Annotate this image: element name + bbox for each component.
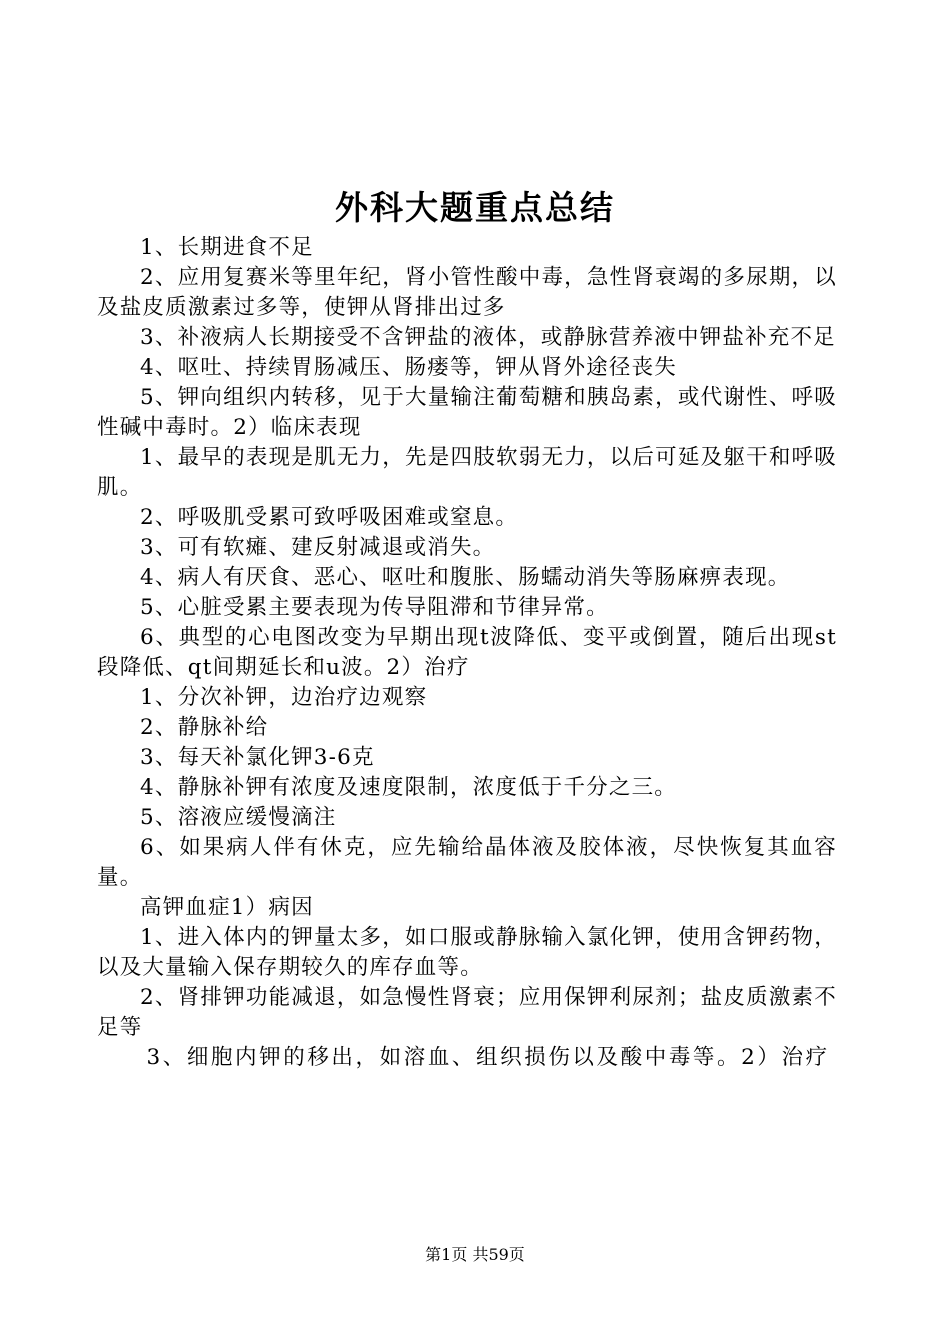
paragraph: 4、病人有厌食、恶心、呕吐和腹胀、肠蠕动消失等肠麻痹表现。 — [140, 565, 791, 590]
paragraph: 3、每天补氯化钾3-6克 — [140, 745, 375, 770]
paragraph: 4、呕吐、持续胃肠减压、肠瘘等，钾从肾外途径丧失 — [140, 355, 677, 380]
document-body — [97, 233, 837, 1073]
paragraph: 1、分次补钾，边治疗边观察 — [140, 685, 428, 710]
paragraph: 5、钾向组织内转移，见于大量输注葡萄糖和胰岛素，或代谢性、呼吸性碱中毒时。2）临床表现 — [97, 385, 837, 440]
paragraph: 1、长期进食不足 — [140, 235, 314, 260]
paragraph: 2、静脉补给 — [140, 715, 269, 740]
paragraph: 2、肾排钾功能减退，如急慢性肾衰；应用保钾利尿剂；盐皮质激素不足等 — [97, 985, 837, 1040]
paragraph: 3、补液病人长期接受不含钾盐的液体，或静脉营养液中钾盐补充不足 — [140, 325, 836, 350]
document-title: 外科大题重点总结 — [335, 188, 615, 227]
paragraph: 3、可有软瘫、建反射减退或消失。 — [140, 535, 496, 560]
paragraph: 高钾血症1）病因 — [140, 895, 314, 920]
paragraph: 2、呼吸肌受累可致呼吸困难或窒息。 — [140, 505, 519, 530]
paragraph: 5、心脏受累主要表现为传导阻滞和节律异常。 — [140, 595, 609, 620]
paragraph: 1、进入体内的钾量太多，如口服或静脉输入氯化钾，使用含钾药物，以及大量输入保存期较久的库存血等。 — [97, 925, 837, 980]
paragraph: 6、如果病人伴有休克，应先输给晶体液及胶体液，尽快恢复其血容量。 — [97, 835, 837, 890]
paragraph: 5、溶液应缓慢滴注 — [140, 805, 337, 830]
page-footer: 第1页 共59页 — [425, 1245, 525, 1264]
paragraph: 3、细胞内钾的移出，如溶血、组织损伤以及酸中毒等。2）治疗 — [146, 1045, 830, 1070]
paragraph: 4、静脉补钾有浓度及速度限制，浓度低于千分之三。 — [140, 775, 677, 800]
paragraph: 6、典型的心电图改变为早期出现t波降低、变平或倒置，随后出现st段降低、qt间期延长和u波。2）治疗 — [97, 625, 837, 680]
paragraph: 2、应用复赛米等里年纪，肾小管性酸中毒，急性肾衰竭的多尿期，以及盐皮质激素过多等，使钾从肾排出过多 — [97, 265, 837, 320]
paragraph: 1、最早的表现是肌无力，先是四肢软弱无力，以后可延及躯干和呼吸肌。 — [97, 445, 837, 500]
